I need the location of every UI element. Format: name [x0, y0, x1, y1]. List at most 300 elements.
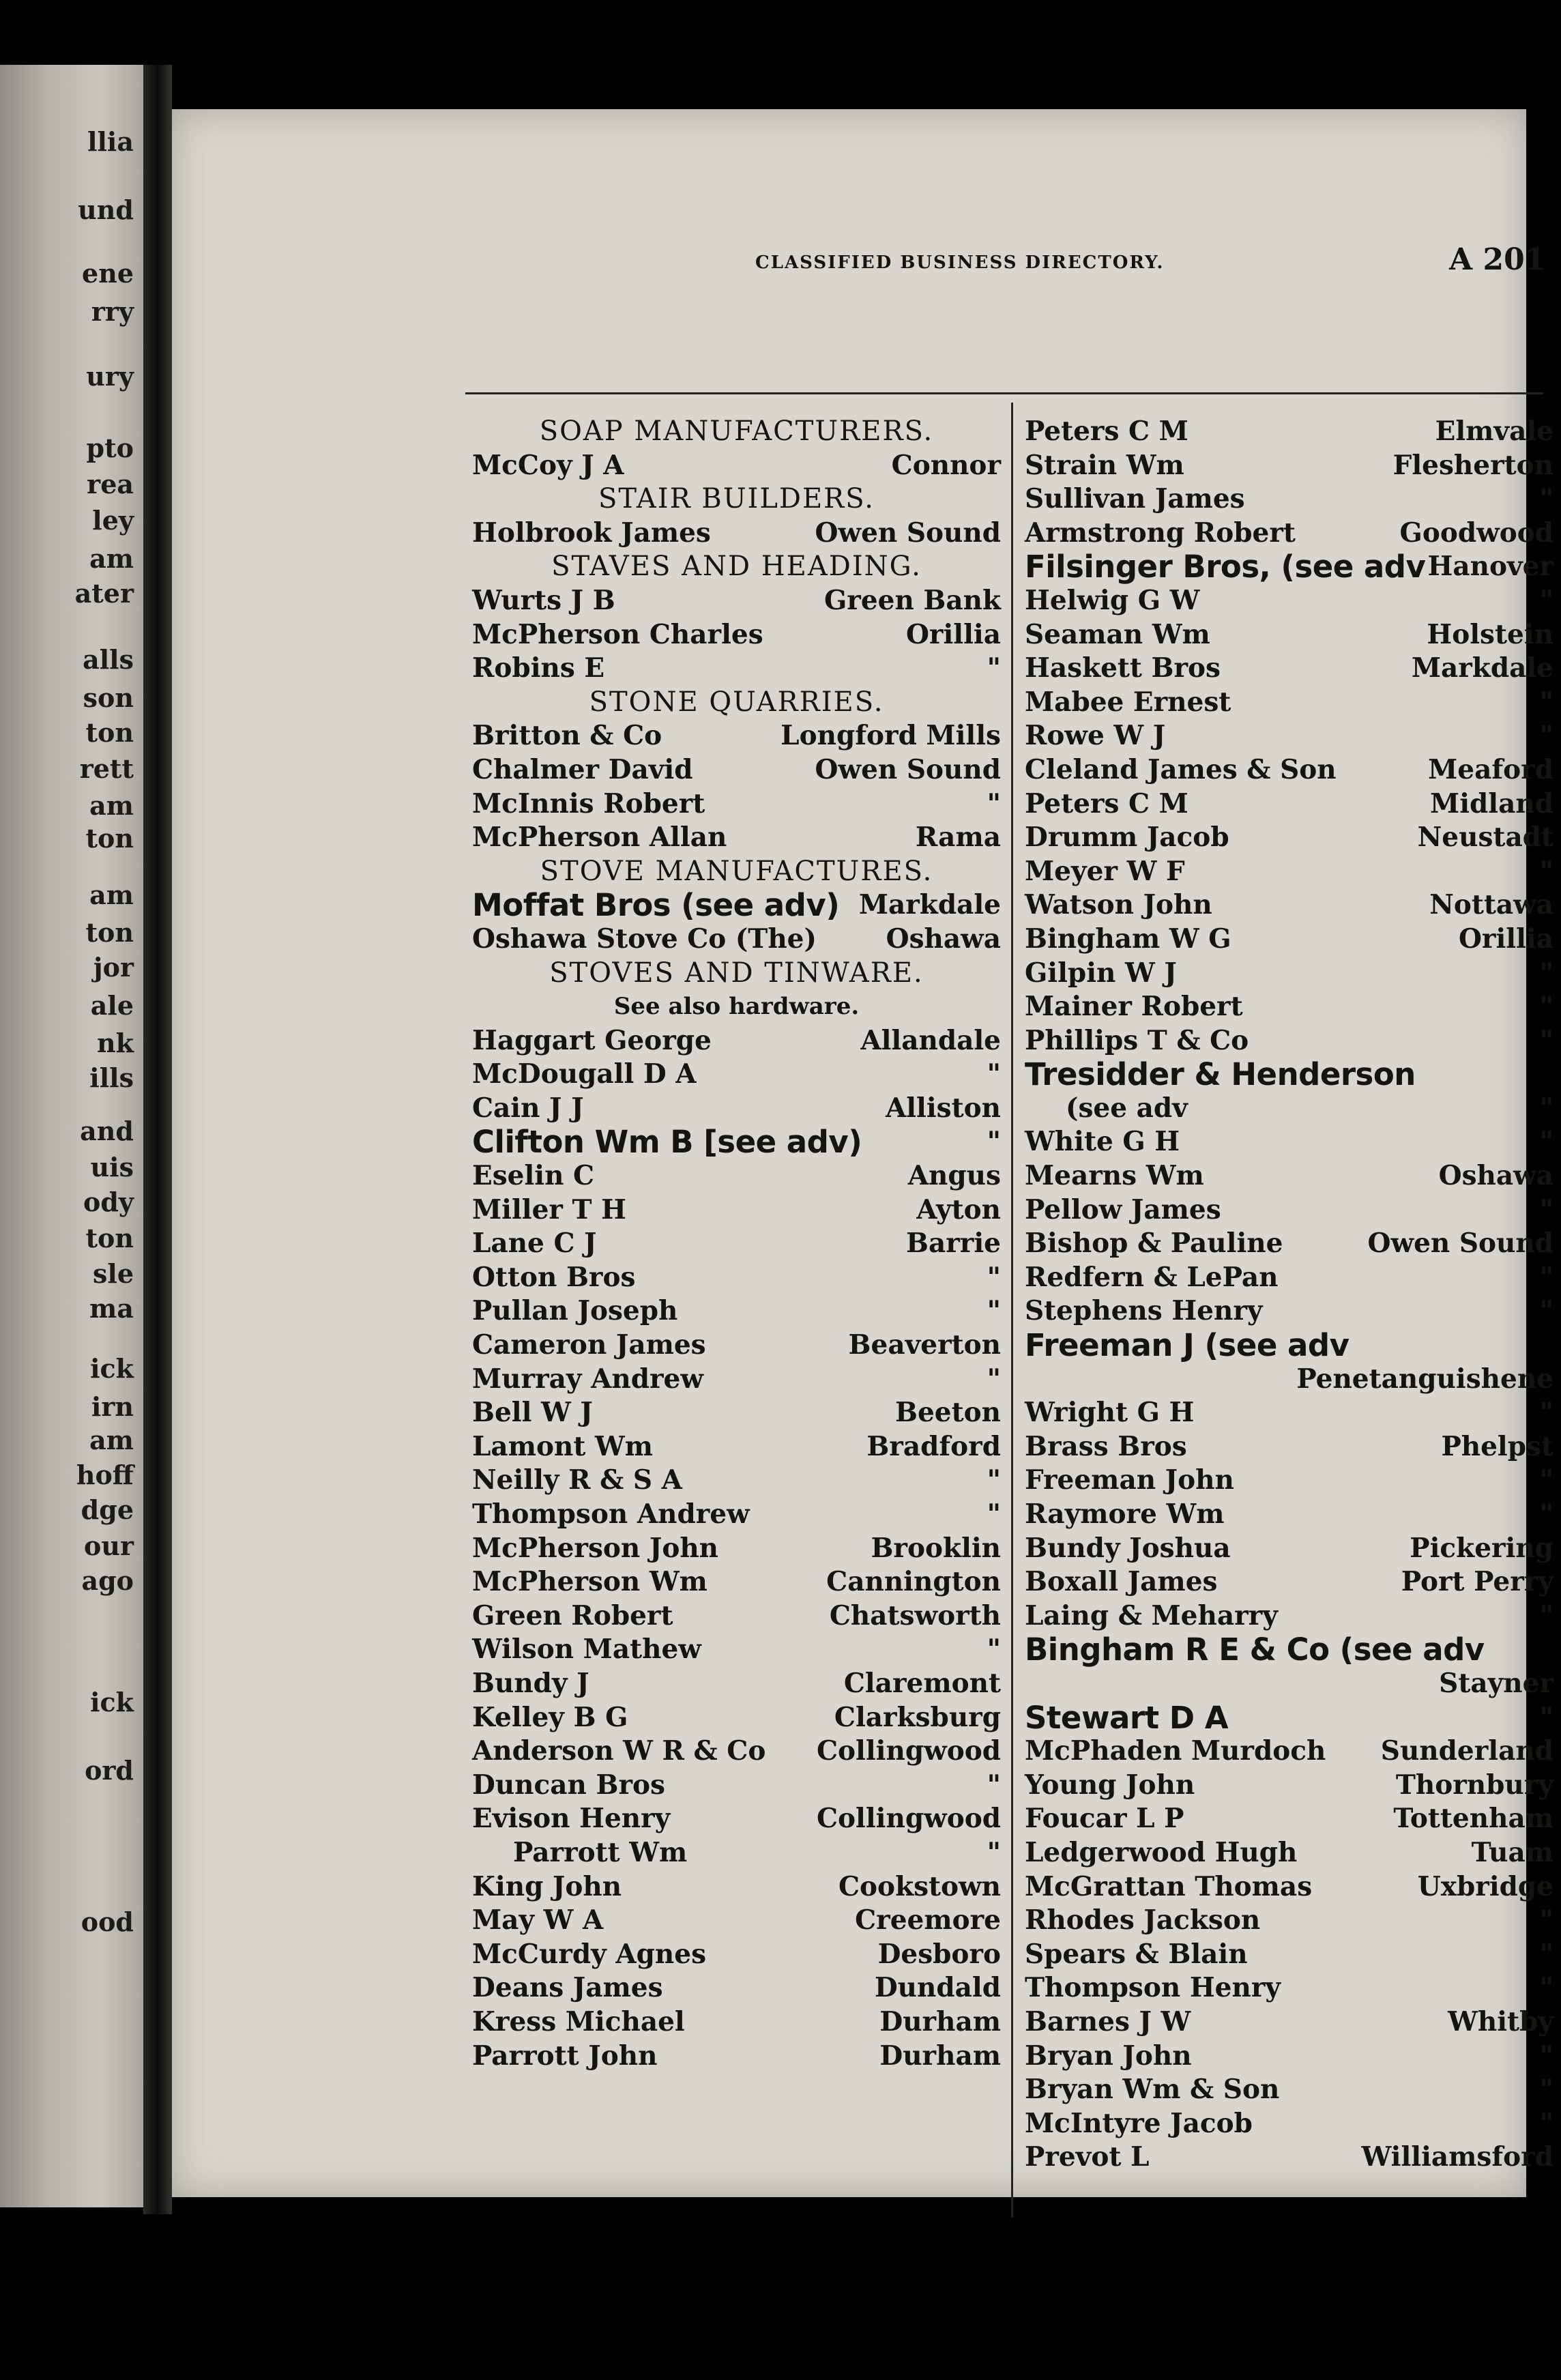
directory-entry — [1025, 482, 1553, 517]
entry-place: Bradford — [866, 1430, 1001, 1462]
directory-entry — [1025, 855, 1553, 889]
facing-page-text-fragment: dge — [81, 1494, 134, 1525]
directory-entry — [1025, 618, 1553, 652]
entry-place: Clarksburg — [834, 1701, 1001, 1733]
entry-place: " — [1539, 1701, 1553, 1733]
facing-page-text-fragment: pto — [86, 432, 134, 463]
directory-entry — [472, 1904, 1001, 1938]
entry-name: Gilpin W J — [1025, 957, 1177, 989]
entry-name: Peters C M — [1025, 787, 1188, 819]
facing-page-text-fragment: hoff — [76, 1459, 134, 1490]
entry-name: Wright G H — [1025, 1397, 1195, 1429]
facing-page-text-fragment: irn — [91, 1391, 134, 1422]
entry-name: May W A — [472, 1904, 604, 1936]
entry-place: " — [987, 1634, 1001, 1666]
entry-place: " — [1539, 1024, 1553, 1056]
entry-name: Rowe W J — [1025, 720, 1166, 752]
facing-page-text-fragment: jor — [93, 952, 134, 983]
entry-place: Chatsworth — [829, 1599, 1001, 1631]
entry-place: Phelpst — [1441, 1430, 1553, 1462]
directory-entry — [472, 517, 1001, 551]
entry-place: Sunderland — [1380, 1735, 1553, 1767]
facing-page-text-fragment: ick — [90, 1686, 134, 1717]
directory-entry — [472, 1769, 1001, 1803]
directory-entry — [472, 1125, 1001, 1159]
facing-page-text-fragment: ody — [83, 1187, 134, 1218]
directory-entry — [1025, 550, 1553, 584]
directory-entry — [472, 1971, 1001, 2005]
entry-place: " — [987, 1058, 1001, 1090]
directory-entry — [1025, 2005, 1553, 2040]
entry-place: Goodwood — [1399, 517, 1553, 549]
facing-page-text-fragment: llia — [87, 126, 134, 158]
directory-entry — [1025, 1633, 1553, 1667]
entry-name: Seaman Wm — [1025, 618, 1210, 650]
directory-entry — [1025, 449, 1553, 483]
entry-name: Neilly R & S A — [472, 1464, 682, 1496]
facing-page-text-fragment: ton — [85, 1223, 134, 1254]
entry-name: McCurdy Agnes — [472, 1938, 707, 1970]
entry-place: " — [1539, 1938, 1553, 1970]
directory-entry — [472, 1430, 1001, 1464]
facing-page-text-fragment: ood — [81, 1906, 134, 1937]
entry-place: Angus — [907, 1160, 1001, 1192]
facing-page-text-fragment: ton — [85, 917, 134, 948]
directory-entry — [472, 1464, 1001, 1498]
entry-place: " — [1539, 483, 1553, 515]
entry-name: Bundy J — [472, 1667, 589, 1699]
entry-place: Markdale — [858, 889, 1001, 921]
entry-place: Orillia — [905, 618, 1001, 650]
entry-place: Tottenham — [1393, 1803, 1553, 1835]
entry-name: Britton & Co — [472, 720, 662, 752]
entry-name: McPhaden Murdoch — [1025, 1735, 1326, 1767]
directory-entry — [1025, 2073, 1553, 2107]
entry-name: Lane C J — [472, 1228, 597, 1260]
directory-entry — [1025, 415, 1553, 449]
directory-entry — [1025, 2140, 1553, 2175]
entry-place: Neustadt — [1417, 822, 1553, 854]
entry-name: Phillips T & Co — [1025, 1024, 1249, 1056]
entry-place: Creemore — [855, 1904, 1001, 1936]
entry-name: Evison Henry — [472, 1803, 671, 1835]
entry-name: Kress Michael — [472, 2005, 685, 2037]
entry-place: Penetanguishene — [1296, 1363, 1553, 1395]
entry-name: Bryan Wm & Son — [1025, 2074, 1280, 2106]
entry-name: Tresidder & Henderson — [1025, 1056, 1416, 1093]
directory-entry — [472, 1024, 1001, 1058]
entry-place: Oshawa — [1438, 1160, 1553, 1192]
entry-name: Bingham R E & Co (see adv — [1025, 1631, 1485, 1668]
entry-place: Durham — [879, 2005, 1001, 2037]
entry-place: Stayner — [1439, 1667, 1553, 1699]
entry-place: Connor — [891, 449, 1001, 481]
entry-name: Otton Bros — [472, 1261, 636, 1293]
entry-place: " — [1539, 1904, 1553, 1936]
directory-entry — [1025, 517, 1553, 551]
entry-place: Flesherton — [1392, 449, 1553, 481]
directory-entry — [1025, 990, 1553, 1024]
entry-place: Hanover — [1427, 551, 1553, 583]
entry-name: Cameron James — [472, 1329, 706, 1361]
directory-entry — [1025, 1092, 1553, 1126]
directory-entry — [1025, 1058, 1553, 1092]
directory-entry — [1025, 652, 1553, 686]
entry-name: Strain Wm — [1025, 449, 1184, 481]
section-heading: SOAP MANUFACTURERS. — [539, 416, 934, 447]
entry-place: " — [1539, 2074, 1553, 2106]
directory-entry — [1025, 1498, 1553, 1532]
entry-name: Murray Andrew — [472, 1363, 703, 1395]
entry-place: " — [987, 1769, 1001, 1801]
entry-name: Filsinger Bros, (see adv — [1025, 549, 1426, 585]
entry-name: Prevot L — [1025, 2141, 1150, 2173]
entry-name: Ledgerwood Hugh — [1025, 1836, 1298, 1868]
entry-name: Cleland James & Son — [1025, 753, 1337, 785]
entry-place: Midland — [1430, 787, 1553, 819]
entry-place: Cannington — [826, 1566, 1001, 1598]
facing-page-text-fragment: rea — [87, 468, 134, 499]
entry-name: Parrott John — [472, 2040, 658, 2072]
entry-place: Rama — [915, 822, 1001, 854]
section-heading: STAIR BUILDERS. — [598, 483, 875, 515]
entry-name: Sullivan James — [1025, 483, 1245, 515]
entry-place: Thornbury — [1395, 1769, 1553, 1801]
directory-entry — [472, 787, 1001, 822]
section-heading: STOVE MANUFACTURES. — [540, 855, 933, 887]
facing-page-text-fragment: ma — [89, 1292, 134, 1324]
directory-entry — [1025, 1599, 1553, 1634]
entry-name: Deans James — [472, 1972, 663, 2004]
entry-name: Mainer Robert — [1025, 991, 1243, 1023]
entry-place: Barrie — [906, 1228, 1001, 1260]
entry-name: Mabee Ernest — [1025, 686, 1231, 718]
entry-place: " — [1539, 2040, 1553, 2072]
entry-place: Whitby — [1448, 2005, 1553, 2037]
directory-entry — [1025, 1971, 1553, 2005]
directory-entry — [472, 1532, 1001, 1566]
directory-entry — [472, 1836, 1001, 1870]
directory-entry — [1025, 787, 1553, 822]
directory-entry — [472, 1294, 1001, 1329]
entry-place: Beaverton — [848, 1329, 1001, 1361]
entry-place: Nottawa — [1429, 889, 1553, 921]
entry-name: Parrott Wm — [513, 1836, 688, 1868]
page-number: A 201 — [1449, 242, 1546, 277]
entry-place: " — [1539, 1295, 1553, 1327]
entry-name: Bundy Joshua — [1025, 1532, 1231, 1564]
entry-name: Pullan Joseph — [472, 1295, 678, 1327]
facing-page-text-fragment: ale — [90, 989, 134, 1021]
directory-entry — [472, 1193, 1001, 1228]
directory-entry — [472, 618, 1001, 652]
directory-entry — [472, 1870, 1001, 1904]
facing-page-text-fragment: am — [89, 1424, 134, 1455]
entry-name: Bishop & Pauline — [1025, 1228, 1283, 1260]
facing-page-text-fragment: am — [89, 879, 134, 910]
see-also-note: See also hardware. — [613, 993, 860, 1021]
directory-entry — [472, 923, 1001, 957]
directory-entry — [1025, 957, 1553, 991]
entry-place: Dundald — [874, 1972, 1001, 2004]
entry-place: " — [1539, 1464, 1553, 1496]
entry-name: Pellow James — [1025, 1193, 1221, 1225]
entry-place: Owen Sound — [815, 517, 1001, 549]
entry-name: Freeman J (see adv — [1025, 1327, 1350, 1364]
entry-place: " — [987, 1498, 1001, 1530]
facing-page-text-fragment: ene — [82, 258, 134, 289]
page-header-title: CLASSIFIED BUSINESS DIRECTORY. — [755, 252, 1165, 273]
entry-name: Thompson Henry — [1025, 1972, 1281, 2004]
facing-page-text-fragment: ick — [90, 1353, 134, 1384]
directory-entry — [472, 1092, 1001, 1126]
directory-entry — [472, 1363, 1001, 1397]
entry-place: Green Bank — [823, 584, 1001, 616]
entry-place: " — [1539, 1261, 1553, 1293]
directory-entry — [472, 1802, 1001, 1836]
header-rule — [465, 392, 1543, 394]
directory-entry — [1025, 686, 1553, 720]
entry-name: Haskett Bros — [1025, 652, 1221, 684]
directory-entry — [1025, 1735, 1553, 1769]
facing-page-text-fragment: ills — [89, 1062, 134, 1094]
entry-name: Young John — [1025, 1769, 1195, 1801]
directory-entry — [1025, 821, 1553, 855]
entry-place: " — [1539, 855, 1553, 887]
directory-entry — [1025, 1363, 1553, 1397]
directory-entry — [1025, 1193, 1553, 1228]
entry-name: Peters C M — [1025, 416, 1188, 447]
facing-page-text-fragment: ton — [85, 823, 134, 854]
directory-entry — [1025, 1870, 1553, 1904]
entry-name: Robins E — [472, 652, 605, 684]
entry-name: Haggart George — [472, 1024, 712, 1056]
entry-name: McPherson Wm — [472, 1566, 707, 1598]
directory-entry — [472, 2040, 1001, 2074]
directory-entry — [1025, 1294, 1553, 1329]
entry-place: " — [987, 1261, 1001, 1293]
right-column — [1025, 415, 1553, 2175]
section-heading: STAVES AND HEADING. — [551, 551, 922, 583]
facing-page-text-fragment: ury — [86, 361, 134, 392]
entry-name: Barnes J W — [1025, 2005, 1191, 2037]
directory-entry — [472, 1498, 1001, 1532]
facing-page-text-fragment: am — [89, 542, 134, 574]
facing-page-text-fragment: son — [83, 682, 134, 713]
entry-name: Drumm Jacob — [1025, 822, 1229, 854]
entry-place: Longford Mills — [780, 720, 1001, 752]
entry-place: " — [987, 652, 1001, 684]
entry-place: Pickering — [1410, 1532, 1553, 1564]
entry-name: Anderson W R & Co — [472, 1735, 766, 1767]
entry-place: " — [987, 1363, 1001, 1395]
facing-page-text-fragment: ton — [85, 717, 134, 748]
entry-place: Allandale — [860, 1024, 1001, 1056]
section-heading: STOVES AND TINWARE. — [549, 957, 924, 989]
entry-name: McPherson John — [472, 1532, 719, 1564]
directory-entry — [472, 584, 1001, 618]
entry-place: Cookstown — [838, 1870, 1001, 1902]
entry-name: Mearns Wm — [1025, 1160, 1204, 1192]
entry-place: Orillia — [1458, 923, 1553, 955]
directory-entry — [472, 1261, 1001, 1295]
entry-name: Laing & Meharry — [1025, 1599, 1278, 1631]
facing-page-text-fragment: rett — [79, 753, 134, 785]
entry-place: Brooklin — [871, 1532, 1001, 1564]
directory-entry — [472, 719, 1001, 753]
entry-name: Kelley B G — [472, 1701, 628, 1733]
directory-entry — [472, 1227, 1001, 1261]
entry-place: Oshawa — [886, 923, 1001, 955]
entry-place: Ayton — [916, 1193, 1001, 1225]
entry-place: " — [1539, 686, 1553, 718]
entry-name: Wurts J B — [472, 584, 615, 616]
entry-place: " — [987, 1126, 1001, 1158]
entry-place: Uxbridge — [1417, 1870, 1553, 1902]
entry-name: Brass Bros — [1025, 1430, 1187, 1462]
facing-page-text-fragment: und — [78, 194, 134, 226]
entry-place: " — [1539, 2107, 1553, 2139]
entry-place: Collingwood — [817, 1735, 1001, 1767]
entry-name: Stewart D A — [1025, 1699, 1229, 1736]
entry-name: Holbrook James — [472, 517, 711, 549]
entry-place: " — [1539, 1193, 1553, 1225]
entry-place: " — [1539, 957, 1553, 989]
directory-entry — [1025, 1329, 1553, 1363]
directory-entry — [472, 1701, 1001, 1735]
directory-entry — [1025, 1532, 1553, 1566]
entry-name: Eselin C — [472, 1160, 595, 1192]
directory-entry — [472, 753, 1001, 787]
directory-entry — [1025, 1802, 1553, 1836]
entry-name: McPherson Allan — [472, 822, 727, 854]
entry-place: Markdale — [1411, 652, 1553, 684]
entry-name: Stephens Henry — [1025, 1295, 1263, 1327]
entry-place: " — [987, 787, 1001, 819]
entry-name: Boxall James — [1025, 1566, 1218, 1598]
facing-page-text-fragment: ago — [81, 1565, 134, 1597]
entry-place: Owen Sound — [1367, 1228, 1553, 1260]
entry-name: Helwig G W — [1025, 584, 1200, 616]
entry-place: Desboro — [877, 1938, 1001, 1970]
entry-name: Chalmer David — [472, 753, 693, 785]
book-gutter — [143, 65, 172, 2214]
entry-name: Foucar L P — [1025, 1803, 1184, 1835]
facing-page-text-fragment: ater — [74, 577, 134, 609]
directory-entry — [472, 1058, 1001, 1092]
entry-place: " — [1539, 1599, 1553, 1631]
entry-place: Elmvale — [1435, 416, 1553, 447]
entry-name: Miller T H — [472, 1193, 627, 1225]
entry-place: " — [1539, 1397, 1553, 1429]
entry-name: Redfern & LePan — [1025, 1261, 1279, 1293]
directory-entry — [1025, 1159, 1553, 1193]
facing-page-edge — [0, 65, 143, 2207]
directory-entry — [1025, 1565, 1553, 1599]
facing-page-text-fragment: am — [89, 789, 134, 821]
facing-page-text-fragment: rry — [91, 295, 134, 327]
entry-name: Clifton Wm B [see adv) — [472, 1124, 862, 1161]
directory-entry — [472, 1565, 1001, 1599]
directory-entry — [1025, 1904, 1553, 1938]
facing-page-text-fragment: our — [84, 1530, 134, 1562]
directory-entry — [1025, 1701, 1553, 1735]
entry-name: Armstrong Robert — [1025, 517, 1296, 549]
entry-name: Spears & Blain — [1025, 1938, 1248, 1970]
directory-page — [172, 109, 1553, 2197]
facing-page-text-fragment: sle — [92, 1258, 134, 1289]
entry-place: Collingwood — [817, 1803, 1001, 1835]
directory-entry — [1025, 2107, 1553, 2141]
entry-place: Beeton — [895, 1397, 1001, 1429]
facing-page-text-fragment: ley — [92, 505, 134, 536]
entry-name: Duncan Bros — [472, 1769, 665, 1801]
entry-name: Wilson Mathew — [472, 1634, 701, 1666]
entry-place: " — [987, 1295, 1001, 1327]
entry-name: Bell W J — [472, 1397, 593, 1429]
entry-place: Port Perry — [1401, 1566, 1553, 1598]
directory-entry — [1025, 1667, 1553, 1701]
entry-place: " — [1539, 584, 1553, 616]
directory-entry — [472, 449, 1001, 483]
directory-entry — [1025, 888, 1553, 923]
entry-name: Lamont Wm — [472, 1430, 653, 1462]
entry-name: Moffat Bros (see adv) — [472, 887, 840, 924]
entry-name: McGrattan Thomas — [1025, 1870, 1313, 1902]
left-column — [472, 415, 1001, 2073]
directory-entry — [472, 1735, 1001, 1769]
directory-entry — [1025, 1024, 1553, 1058]
directory-entry — [1025, 1430, 1553, 1464]
directory-entry — [472, 1396, 1001, 1430]
directory-entry — [1025, 1227, 1553, 1261]
facing-page-text-fragment: ord — [85, 1754, 134, 1786]
entry-name: McPherson Charles — [472, 618, 763, 650]
entry-name: Raymore Wm — [1025, 1498, 1225, 1530]
entry-place: " — [987, 1464, 1001, 1496]
directory-entry — [472, 2005, 1001, 2040]
directory-entry — [1025, 753, 1553, 787]
entry-name: Meyer W F — [1025, 855, 1185, 887]
entry-place: " — [1539, 720, 1553, 752]
entry-place: Meaford — [1428, 753, 1553, 785]
directory-entry — [472, 652, 1001, 686]
entry-place: " — [1539, 1972, 1553, 2004]
entry-name: Bingham W G — [1025, 923, 1231, 955]
directory-entry — [472, 821, 1001, 855]
entry-name: White G H — [1025, 1126, 1180, 1158]
directory-entry — [1025, 1261, 1553, 1295]
directory-entry — [472, 1633, 1001, 1667]
facing-page-text-fragment: nk — [97, 1028, 134, 1059]
entry-name: Bryan John — [1025, 2040, 1192, 2072]
directory-entry — [1025, 2040, 1553, 2074]
entry-name: King John — [472, 1870, 622, 1902]
entry-place: Williamsford — [1361, 2141, 1553, 2173]
entry-place: Owen Sound — [815, 753, 1001, 785]
entry-place: " — [1539, 1126, 1553, 1158]
directory-entry — [472, 888, 1001, 923]
entry-name: McDougall D A — [472, 1058, 697, 1090]
entry-name: Oshawa Stove Co (The) — [472, 923, 817, 955]
entry-name: Green Robert — [472, 1599, 673, 1631]
entry-name: Cain J J — [472, 1092, 584, 1124]
entry-name: McCoy J A — [472, 449, 624, 481]
directory-entry — [1025, 1464, 1553, 1498]
entry-place: " — [987, 1836, 1001, 1868]
entry-name: Rhodes Jackson — [1025, 1904, 1261, 1936]
column-divider — [1011, 403, 1013, 2218]
